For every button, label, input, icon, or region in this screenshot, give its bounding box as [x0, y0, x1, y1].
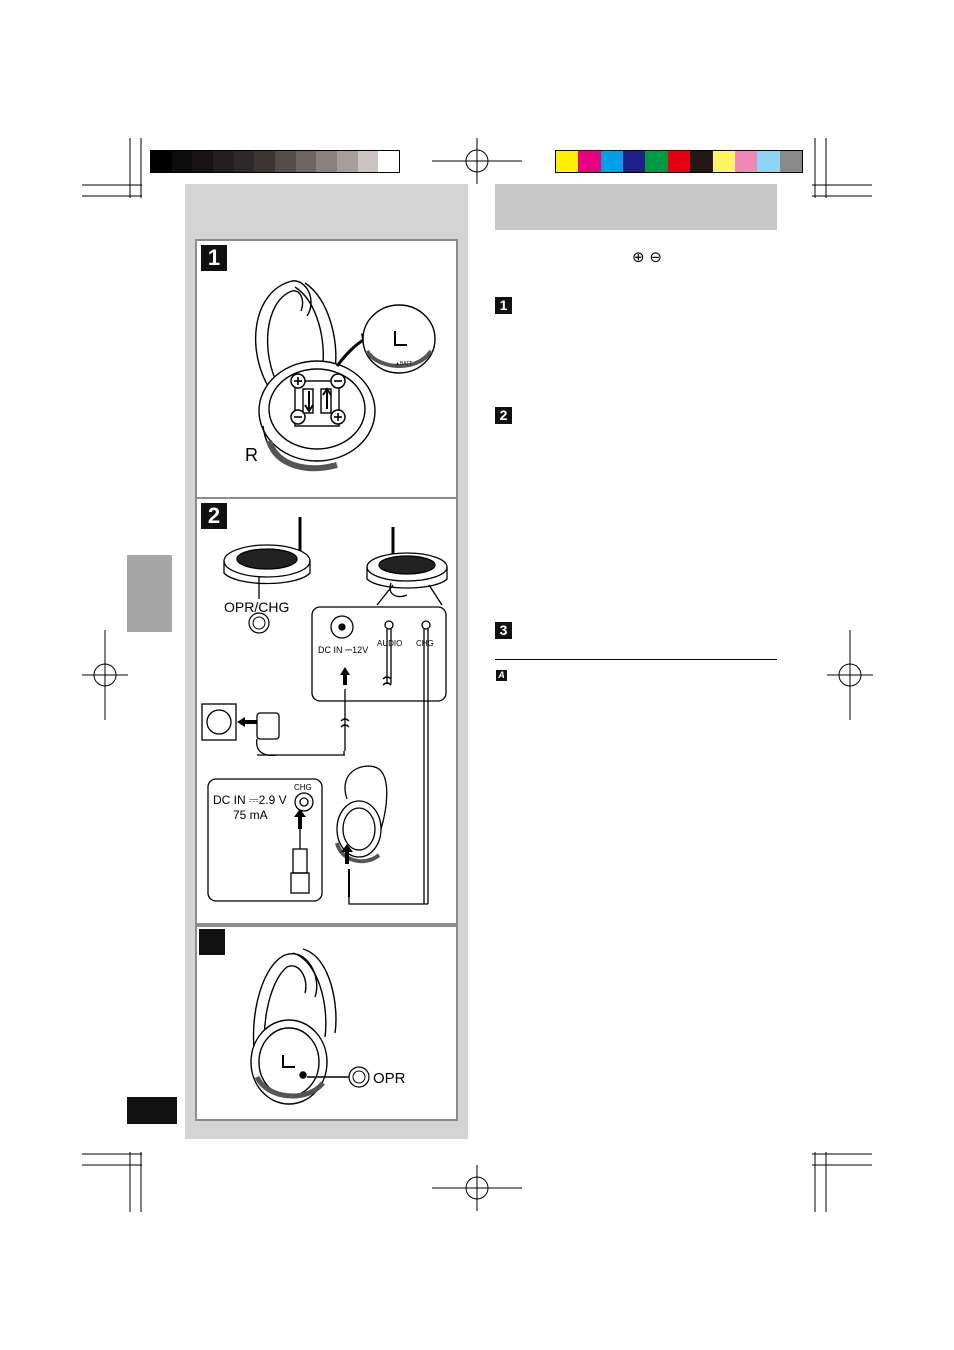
audio-jack-label: AUDIO [377, 639, 403, 648]
opr-chg-label: OPR/CHG [224, 599, 290, 615]
current-label: 75 mA [233, 808, 268, 822]
gray-swatch [378, 151, 399, 172]
gray-swatch [151, 151, 172, 172]
step-3-marker: 3 [495, 622, 512, 639]
opr-label: OPR [373, 1070, 406, 1087]
gray-swatch [213, 151, 234, 172]
gray-swatch [254, 151, 275, 172]
headphone-opr-illustration [197, 927, 456, 1119]
page-number-box [127, 1097, 177, 1124]
color-swatch [690, 151, 712, 172]
gray-swatch [234, 151, 255, 172]
step-2-marker: 2 [495, 407, 512, 424]
figure-battery-insert [195, 239, 458, 499]
note-marker: A [496, 670, 507, 681]
figure2-step-number: 2 [201, 503, 227, 529]
figure-power-on [195, 925, 458, 1121]
note-divider [495, 659, 777, 660]
chg-jack-label: CHG [416, 639, 434, 648]
color-calibration-bar [555, 150, 803, 173]
gray-swatch [296, 151, 317, 172]
color-swatch [645, 151, 667, 172]
color-swatch [668, 151, 690, 172]
section-side-tab [127, 555, 172, 632]
gray-swatch [172, 151, 193, 172]
color-swatch [623, 151, 645, 172]
charging-illustration [197, 499, 456, 923]
headphone-battery-illustration [197, 241, 456, 497]
color-swatch [578, 151, 600, 172]
gray-swatch [316, 151, 337, 172]
chg-small-label: CHG [294, 783, 312, 792]
batt-label: ▲BATT [395, 361, 413, 367]
dc-in-2-9v-label: DC IN ⎓2.9 V [213, 793, 287, 807]
color-swatch [757, 151, 779, 172]
polarity-symbols: ⊕ ⊖ [632, 248, 662, 266]
step-1-marker: 1 [495, 297, 512, 314]
gray-swatch [275, 151, 296, 172]
gray-swatch [337, 151, 358, 172]
grayscale-calibration-bar [150, 150, 400, 173]
dc-in-12v-label: DC IN ⎓12V [318, 645, 369, 655]
gray-swatch [192, 151, 213, 172]
section-header-bar [495, 184, 777, 230]
gray-swatch [358, 151, 379, 172]
figure1-step-number: 1 [201, 245, 227, 271]
color-swatch [601, 151, 623, 172]
side-label-r: R [245, 445, 258, 465]
color-swatch [713, 151, 735, 172]
color-swatch [780, 151, 802, 172]
figure-charging-connection [195, 497, 458, 925]
color-swatch [735, 151, 757, 172]
color-swatch [556, 151, 578, 172]
